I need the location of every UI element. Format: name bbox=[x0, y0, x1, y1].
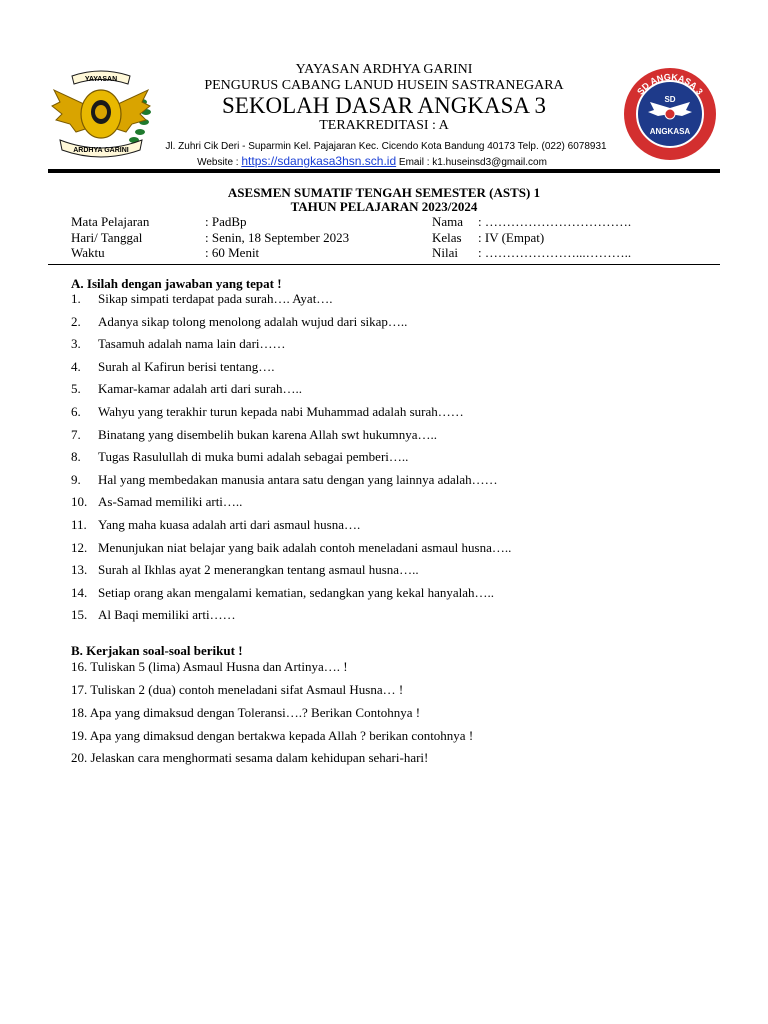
question-15: 15. Al Baqi memiliki arti…… bbox=[71, 607, 236, 622]
email-label: Email : k1.huseinsd3@gmail.com bbox=[398, 157, 547, 168]
website-link[interactable]: https://sdangkasa3hsn.sch.id bbox=[241, 154, 397, 168]
name-value: : ……………………………. bbox=[478, 214, 632, 229]
question-7: 7. Binatang yang disembelih bukan karena Allah swt hukumnya….. bbox=[71, 427, 438, 442]
question-8: 8. Tugas Rasulullah di muka bumi adalah sebagai pemberi….. bbox=[71, 449, 409, 464]
svg-text:ANGKASA: ANGKASA bbox=[649, 127, 691, 136]
website-label: Website : bbox=[197, 157, 239, 168]
question-13: 13. Surah al Ikhlas ayat 2 menerangkan tentang asmaul husna….. bbox=[71, 562, 419, 577]
header-divider bbox=[48, 169, 720, 173]
info-divider bbox=[48, 264, 720, 265]
class-label: Kelas bbox=[432, 230, 462, 245]
question-4: 4. Surah al Kafirun berisi tentang…. bbox=[71, 359, 275, 374]
school-address: Jl. Zuhri Cik Deri - Suparmin Kel. Pajajaran Kec. Cicendo Kota Bandung 40173 Telp. (022) 6078931 bbox=[165, 141, 607, 152]
day-value: : Senin, 18 September 2023 bbox=[205, 230, 350, 245]
question-14: 14. Setiap orang akan mengalami kematian, sedangkan yang kekal hanyalah….. bbox=[71, 585, 494, 600]
svg-text:SD: SD bbox=[664, 95, 676, 104]
section-b-heading: B. Kerjakan soal-soal berikut ! bbox=[71, 643, 243, 658]
svg-text:ARDHYA GARINI: ARDHYA GARINI bbox=[73, 147, 129, 154]
svg-text:YAYASAN: YAYASAN bbox=[84, 76, 118, 83]
class-value: : IV (Empat) bbox=[478, 230, 545, 245]
name-label: Nama bbox=[432, 214, 464, 229]
day-label: Hari/ Tanggal bbox=[71, 230, 143, 245]
question-16: 16. Tuliskan 5 (lima) Asmaul Husna dan Artinya…. ! bbox=[71, 659, 348, 674]
subject-label: Mata Pelajaran bbox=[71, 214, 150, 229]
score-value: : …………………...……….. bbox=[478, 245, 632, 260]
time-value: : 60 Menit bbox=[205, 245, 260, 260]
question-11: 11. Yang maha kuasa adalah arti dari asmaul husna…. bbox=[71, 517, 361, 532]
foundation-name: YAYASAN ARDHYA GARINI bbox=[295, 62, 473, 77]
question-3: 3. Tasamuh adalah nama lain dari…… bbox=[71, 336, 286, 351]
branch-name: PENGURUS CABANG LANUD HUSEIN SASTRANEGARA bbox=[204, 78, 564, 93]
question-19: 19. Apa yang dimaksud dengan bertakwa kepada Allah ? berikan contohnya ! bbox=[71, 728, 474, 743]
score-label: Nilai bbox=[432, 245, 458, 260]
question-17: 17. Tuliskan 2 (dua) contoh meneladani sifat Asmaul Husna… ! bbox=[71, 682, 404, 697]
question-9: 9. Hal yang membedakan manusia antara satu dengan yang lainnya adalah…… bbox=[71, 472, 498, 487]
question-2: 2. Adanya sikap tolong menolong adalah wujud dari sikap….. bbox=[71, 314, 408, 329]
question-12: 12. Menunjukan niat belajar yang baik adalah contoh meneladani asmaul husna….. bbox=[71, 540, 512, 555]
exam-year: TAHUN PELAJARAN 2023/2024 bbox=[290, 199, 478, 214]
question-1: 1. Sikap simpati terdapat pada surah…. Ayat…. bbox=[71, 291, 333, 306]
question-5: 5. Kamar-kamar adalah arti dari surah….. bbox=[71, 381, 303, 396]
time-label: Waktu bbox=[71, 245, 105, 260]
svg-text:SD ANGKASA 3: SD ANGKASA 3 bbox=[635, 71, 705, 97]
accreditation: TERAKREDITASI : A bbox=[319, 118, 449, 133]
question-20: 20. Jelaskan cara menghormati sesama dalam kehidupan sehari-hari! bbox=[71, 750, 429, 765]
section-a-heading: A. Isilah dengan jawaban yang tepat ! bbox=[71, 276, 282, 291]
question-18: 18. Apa yang dimaksud dengan Toleransi….? Berikan Contohnya ! bbox=[71, 705, 421, 720]
question-6: 6. Wahyu yang terakhir turun kepada nabi Muhammad adalah surah…… bbox=[71, 404, 464, 419]
school-name: SEKOLAH DASAR ANGKASA 3 bbox=[222, 93, 546, 118]
subject-value: : PadBp bbox=[205, 214, 247, 229]
question-10: 10. As-Samad memiliki arti….. bbox=[71, 494, 243, 509]
exam-title: ASESMEN SUMATIF TENGAH SEMESTER (ASTS) 1 bbox=[227, 185, 541, 200]
sd-angkasa-logo bbox=[622, 66, 718, 162]
